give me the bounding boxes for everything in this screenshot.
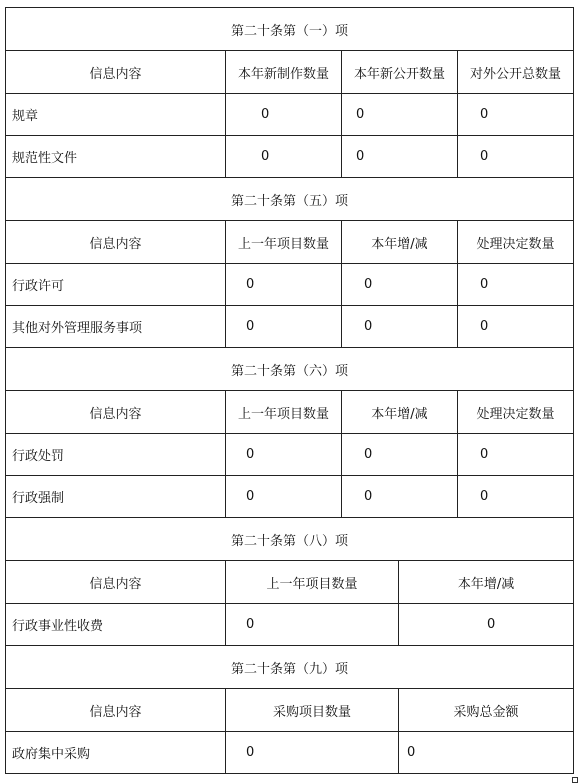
section-title-row <box>6 8 574 51</box>
row-label: 规范性文件 <box>6 136 226 178</box>
cell-value: 0 <box>399 604 574 646</box>
cell-value: 0 <box>458 136 574 178</box>
cell-value: 0 <box>226 732 399 774</box>
row-label: 行政事业性收费 <box>6 604 226 646</box>
section-title: 第二十条第（一）项 <box>6 8 574 51</box>
cell-value: 0 <box>226 434 342 476</box>
table-row <box>6 94 574 136</box>
table-row <box>6 434 574 476</box>
cell-value: 0 <box>342 264 458 306</box>
cell-value: 0 <box>226 476 342 518</box>
section-title-row <box>6 518 574 561</box>
section-title: 第二十条第（五）项 <box>6 178 574 221</box>
row-label: 规章 <box>6 94 226 136</box>
col-header: 采购项目数量 <box>226 689 399 732</box>
col-header-content: 信息内容 <box>6 221 226 264</box>
table-row <box>6 306 574 348</box>
cell-value: 0 <box>342 94 458 136</box>
cell-value: 0 <box>342 306 458 348</box>
col-header-content: 信息内容 <box>6 689 226 732</box>
row-label: 其他对外管理服务事项 <box>6 306 226 348</box>
col-header: 处理决定数量 <box>458 391 574 434</box>
col-header: 本年增/减 <box>399 561 574 604</box>
col-header: 上一年项目数量 <box>226 391 342 434</box>
table-row <box>6 604 574 646</box>
table-row <box>6 732 574 774</box>
col-header: 上一年项目数量 <box>226 221 342 264</box>
cell-value: 0 <box>458 94 574 136</box>
row-label: 行政处罚 <box>6 434 226 476</box>
col-header: 上一年项目数量 <box>226 561 399 604</box>
col-header: 本年新制作数量 <box>226 51 342 94</box>
section-title-row <box>6 646 574 689</box>
section-title: 第二十条第（六）项 <box>6 348 574 391</box>
col-header-content: 信息内容 <box>6 51 226 94</box>
cell-value: 0 <box>458 264 574 306</box>
resize-handle-icon <box>572 777 578 783</box>
header-row <box>6 51 574 94</box>
col-header: 本年新公开数量 <box>342 51 458 94</box>
cell-value: 0 <box>458 306 574 348</box>
cell-value: 0 <box>342 434 458 476</box>
section-title-row <box>6 348 574 391</box>
row-label: 政府集中采购 <box>6 732 226 774</box>
col-header-content: 信息内容 <box>6 391 226 434</box>
cell-value: 0 <box>458 434 574 476</box>
cell-value: 0 <box>399 732 574 774</box>
header-row <box>6 221 574 264</box>
row-label: 行政强制 <box>6 476 226 518</box>
cell-value: 0 <box>458 476 574 518</box>
cell-value: 0 <box>226 306 342 348</box>
disclosure-table <box>5 7 574 774</box>
cell-value: 0 <box>226 604 399 646</box>
table-row <box>6 136 574 178</box>
table-row <box>6 264 574 306</box>
header-row <box>6 689 574 732</box>
cell-value: 0 <box>342 136 458 178</box>
col-header: 本年增/减 <box>342 391 458 434</box>
col-header: 处理决定数量 <box>458 221 574 264</box>
col-header: 采购总金额 <box>399 689 574 732</box>
section-title-row <box>6 178 574 221</box>
header-row <box>6 391 574 434</box>
cell-value: 0 <box>342 476 458 518</box>
col-header-content: 信息内容 <box>6 561 226 604</box>
col-header: 本年增/减 <box>342 221 458 264</box>
cell-value: 0 <box>226 94 342 136</box>
cell-value: 0 <box>226 264 342 306</box>
section-title: 第二十条第（九）项 <box>6 646 574 689</box>
header-row <box>6 561 574 604</box>
section-title: 第二十条第（八）项 <box>6 518 574 561</box>
row-label: 行政许可 <box>6 264 226 306</box>
col-header: 对外公开总数量 <box>458 51 574 94</box>
table-row <box>6 476 574 518</box>
cell-value: 0 <box>226 136 342 178</box>
